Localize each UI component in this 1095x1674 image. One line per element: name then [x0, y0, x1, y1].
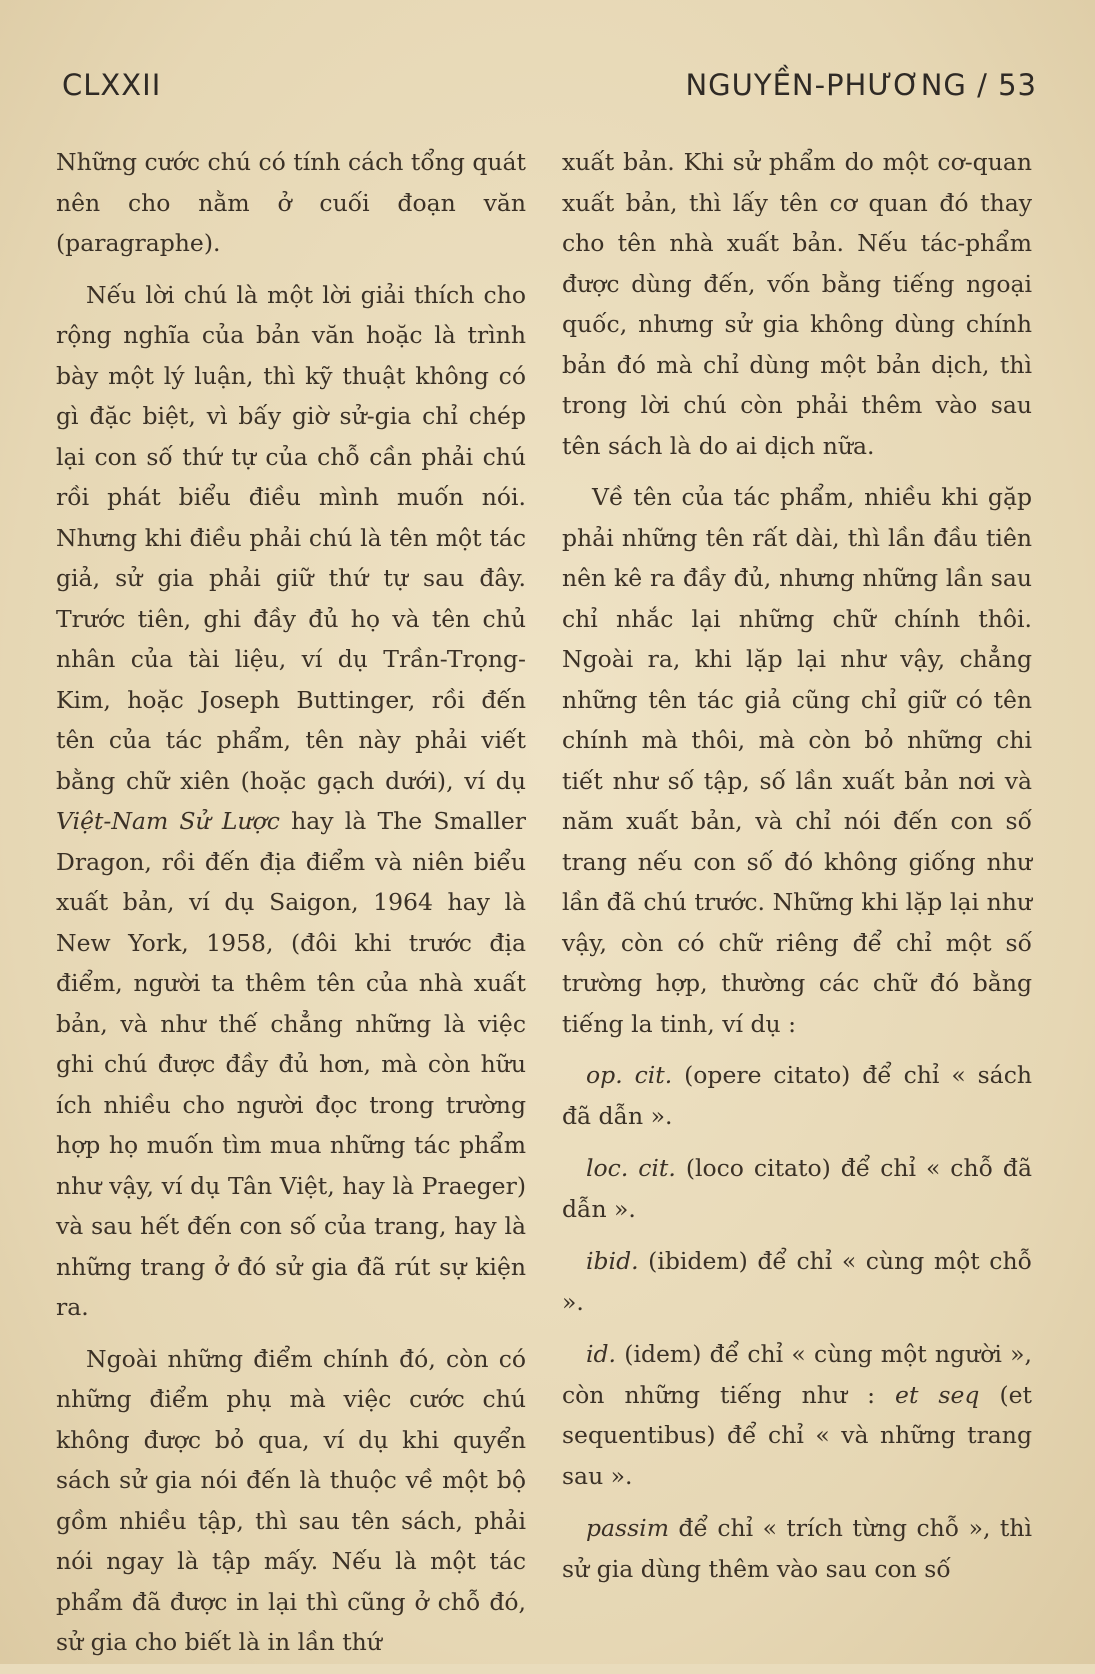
paragraph-text: hay là The Smaller Dragon, rồi đến địa điểm và niên biểu xuất bản, ví dụ Saigon, 1964 hay là New York, 1958, (đôi khi trước địa điểm, người ta thêm tên của nhà xuất bản, và như thế chẳng những là việc ghi chú được đầy đủ hơn, mà còn hữu ích nhiều cho người đọc trong trường hợp họ muốn tìm mua những tác phẩm như vậy, ví dụ Tân Việt, hay là Praeger) và sau hết đến con số của trang, hay là những trang ở đó sử gia đã rút sự kiện ra.	[56, 807, 526, 1321]
paragraph: Những cước chú có tính cách tổng quát nên cho nằm ở cuối đoạn văn (paragraphe).	[56, 148, 526, 257]
paragraph	[56, 275, 526, 1328]
abbreviation-meaning: (loco citato) để chỉ « chỗ đã dẫn ».	[562, 1154, 1032, 1223]
abbreviation: id.	[586, 1340, 617, 1368]
paragraph-text: Nếu lời chú là một lời giải thích cho rộng nghĩa của bản văn hoặc là trình bày một lý luận, thì kỹ thuật không có gì đặc biệt, vì bấy giờ sử-gia chỉ chép lại con số thứ tự của chỗ cần phải chú rồi phát biểu điều mình muốn nói. Nhưng khi điều phải chú là tên một tác giả, sử gia phải giữ thứ tự sau đây. Trước tiên, ghi đầy đủ họ và tên chủ nhân của tài liệu, ví dụ Trần-Trọng-Kim, hoặc Joseph Buttinger, rồi đến tên của tác phẩm, tên này phải viết bằng chữ xiên (hoặc gạch dưới), ví dụ	[56, 280, 526, 795]
abbreviation: passim	[586, 1514, 669, 1542]
paragraph: Về tên của tác phẩm, nhiều khi gặp phải những tên rất dài, thì lần đầu tiên nên kê ra đầy đủ, nhưng những lần sau chỉ nhắc lại những chữ chính thôi. Ngoài ra, khi lặp lại như vậy, chẳng những tên tác giả cũng chỉ giữ có tên chính mà thôi, mà còn bỏ những chi tiết như số tập, số lần xuất bản nơi và năm xuất bản, và chỉ nói đến con số trang nếu con số đó không giống như lần đã chú trước. Những khi lặp lại như vậy, còn có chữ riêng để chỉ một số trường hợp, thường các chữ đó bằng tiếng la tinh, ví dụ :	[562, 483, 1032, 1038]
abbreviation-meaning: (opere citato) để chỉ « sách đã dẫn ».	[562, 1061, 1032, 1130]
abbreviation-entry	[562, 1241, 1032, 1322]
page-number-roman: CLXXII	[62, 68, 162, 102]
left-column	[56, 142, 526, 1674]
paragraph: Ngoài những điểm chính đó, còn có những điểm phụ mà việc cước chú không được bỏ qua, ví dụ khi quyển sách sử gia nói đến là thuộc về một bộ gồm nhiều tập, thì sau tên sách, phải nói ngay là tập mấy. Nếu là một tác phẩm đã được in lại thì cũng ở chỗ đó, sử gia cho biết là in lần thứ	[56, 1344, 526, 1656]
abbreviation-entry	[562, 1148, 1032, 1229]
italic-title: Việt-Nam Sử Lược	[56, 807, 280, 835]
abbreviation: loc. cit.	[586, 1154, 676, 1182]
abbreviation-meaning: (et sequentibus) để chỉ « và những trang sau ».	[562, 1380, 1032, 1490]
abbreviation-entry	[562, 1055, 1032, 1136]
running-header: NGUYỀN-PHƯƠNG / 53	[685, 68, 1037, 102]
abbreviation: ibid.	[586, 1247, 639, 1275]
abbreviation-entry	[562, 1334, 1032, 1496]
abbreviation: op. cit.	[586, 1061, 673, 1089]
right-column	[562, 142, 1032, 1601]
abbreviation-meaning: (ibidem) để chỉ « cùng một chỗ ».	[562, 1247, 1032, 1316]
paragraph: xuất bản. Khi sử phẩm do một cơ-quan xuất bản, thì lấy tên cơ quan đó thay cho tên nhà xuất bản. Nếu tác-phẩm được dùng đến, vốn bằng tiếng ngoại quốc, nhưng sử gia không dùng chính bản đó mà chỉ dùng một bản dịch, thì trong lời chú còn phải thêm vào sau tên sách là do ai dịch nữa.	[562, 148, 1032, 460]
abbreviation: et seq	[895, 1380, 980, 1409]
abbreviation-entry	[562, 1508, 1032, 1589]
abbreviation-meaning: (idem) để chỉ « cùng một người », còn những tiếng như :	[562, 1340, 1032, 1409]
abbreviation-meaning: để chỉ « trích từng chỗ », thì sử gia dùng thêm vào sau con số	[562, 1514, 1032, 1583]
